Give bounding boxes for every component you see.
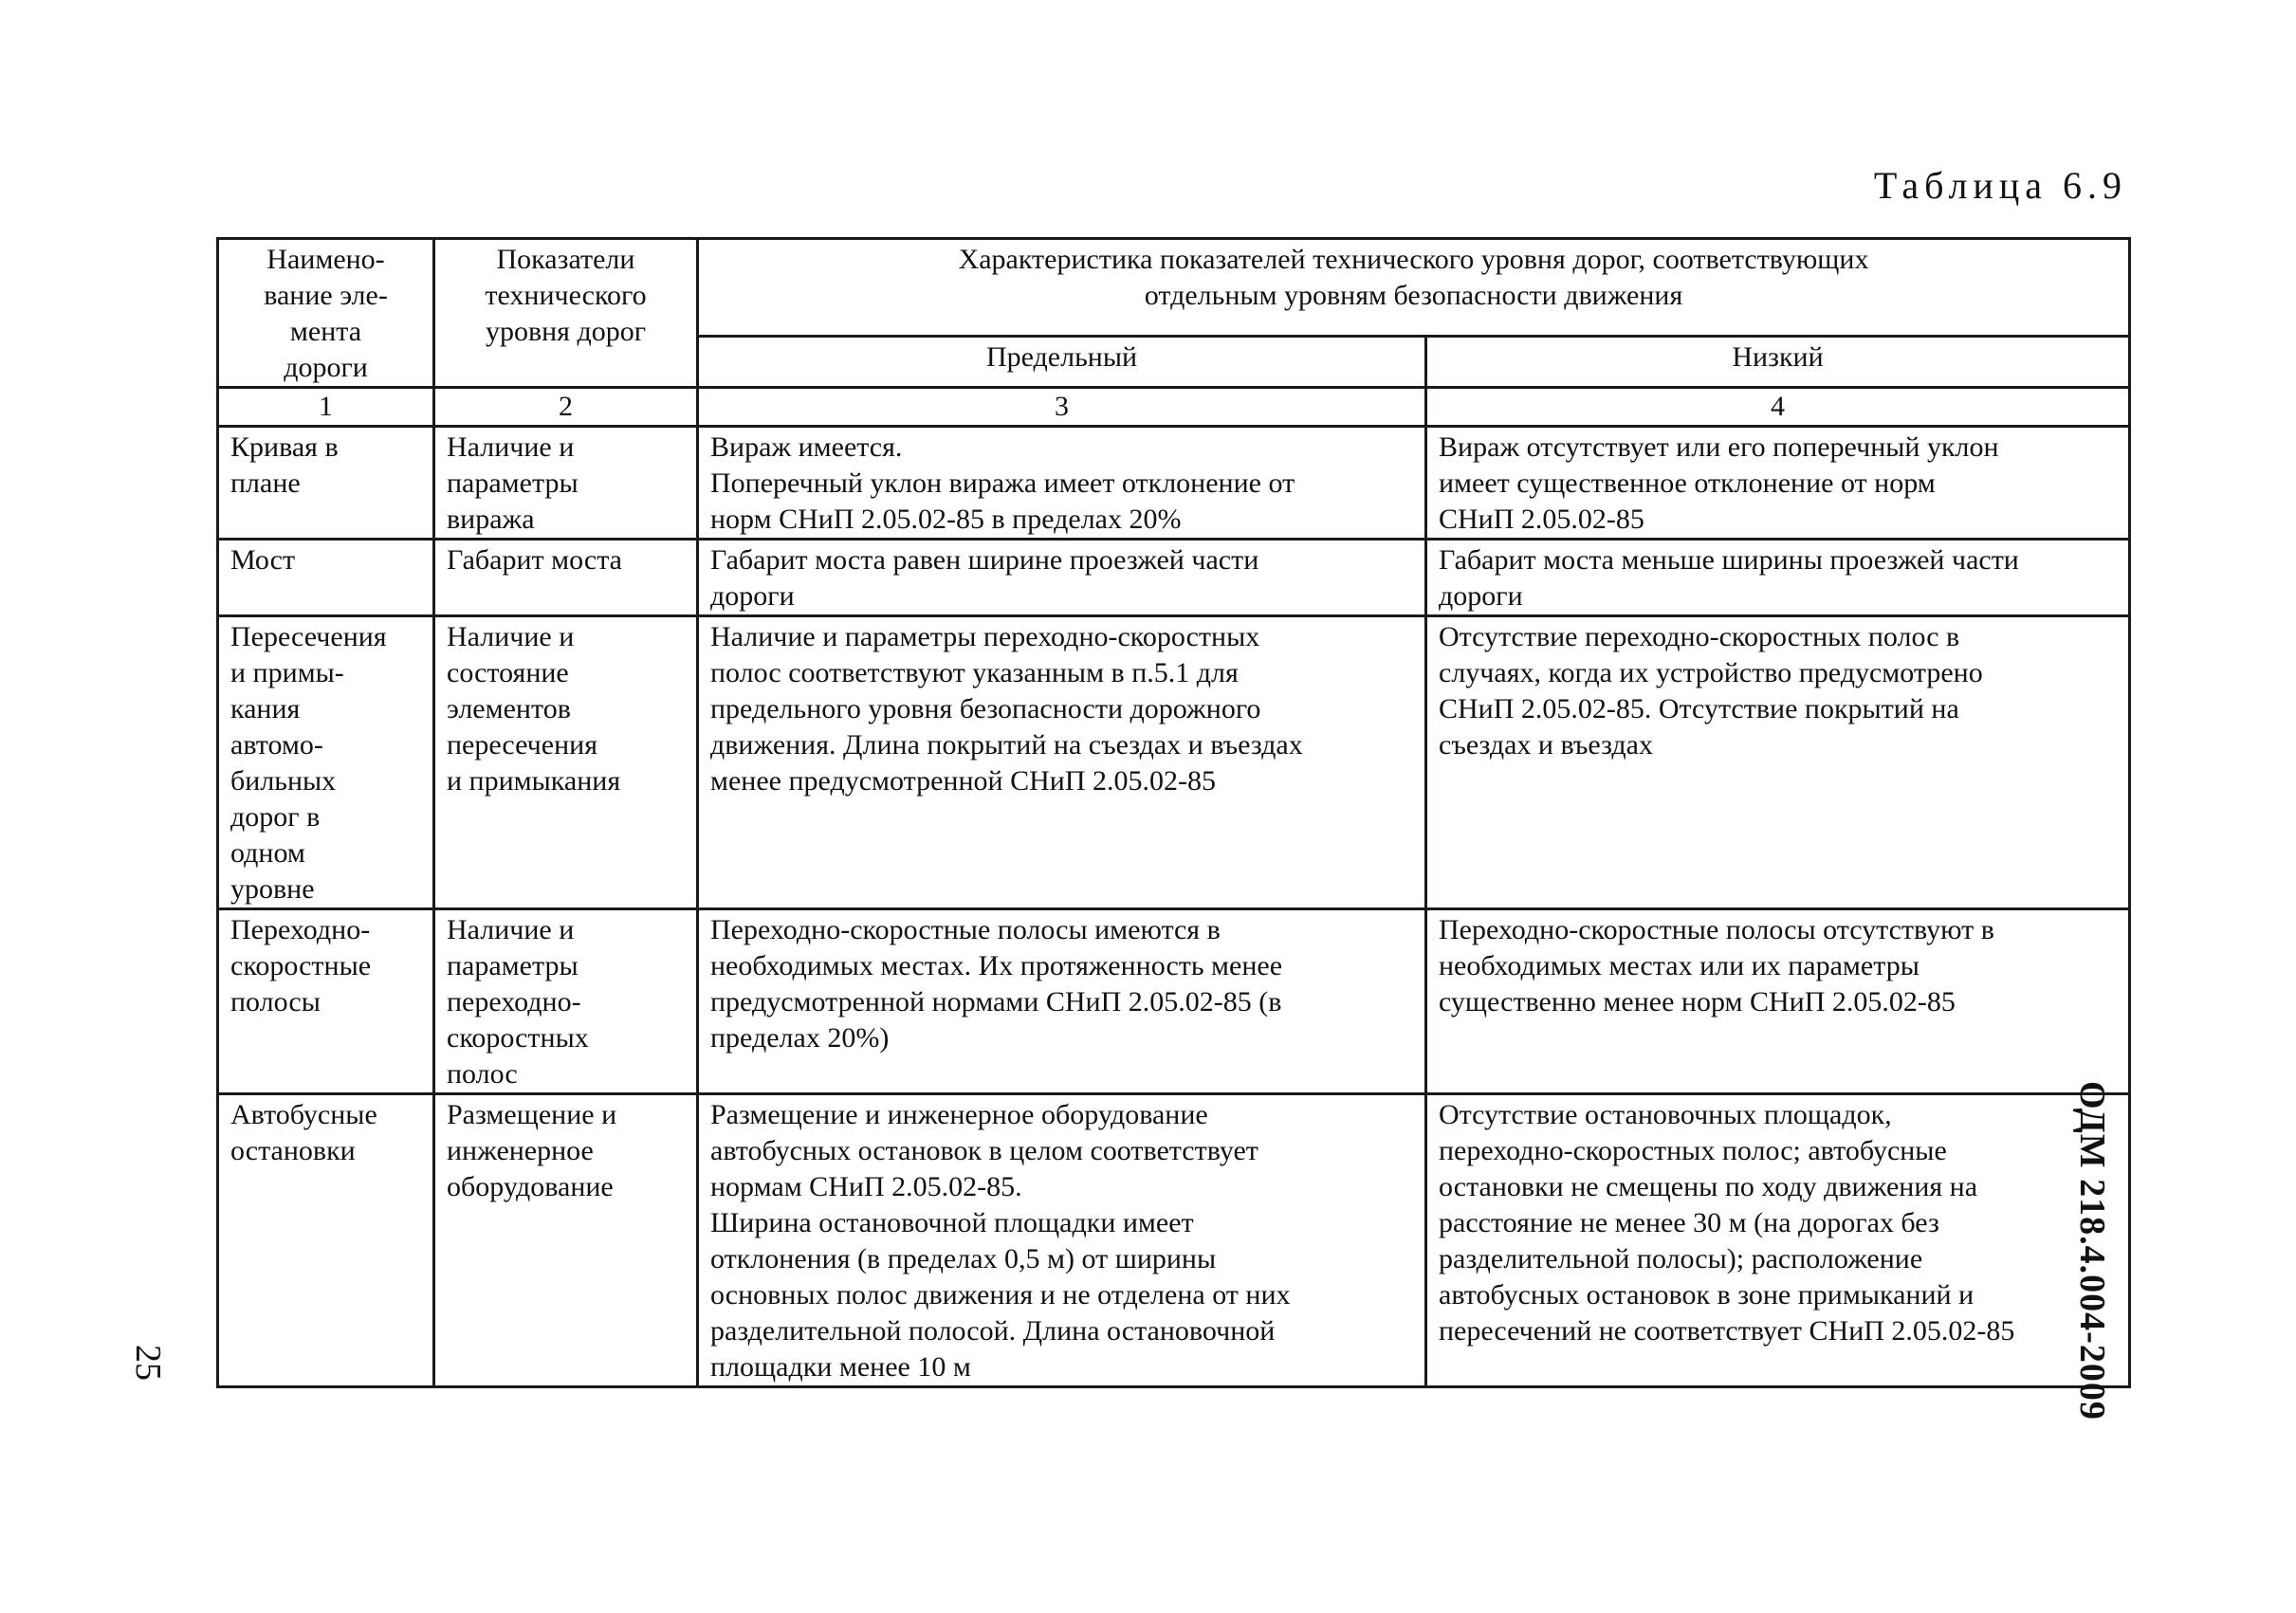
text-line: Переходно-скоростные полосы отсутствуют в <box>1439 914 1994 945</box>
text-line: основных полос движения и не отделена от них <box>710 1279 1291 1311</box>
text-line: пределах 20%) <box>710 1022 890 1054</box>
text-line: Наличие и <box>447 621 575 652</box>
text-line: кания <box>230 693 301 724</box>
column-number: 2 <box>434 388 698 427</box>
text-line: переходно-скоростных полос; автобусные <box>1439 1135 1947 1166</box>
text-line: Мост <box>230 544 296 576</box>
text-line: Показатели <box>496 244 635 275</box>
cell-limit-level <box>698 540 1426 616</box>
table-caption: Таблица 6.9 <box>1873 164 2127 207</box>
cell-low-level <box>1426 540 2130 616</box>
text-line: Габарит моста <box>447 544 622 576</box>
text-line: имеет существенное отклонение от норм <box>1439 467 1936 499</box>
text-line: одном <box>230 837 305 869</box>
text-line: оборудование <box>447 1171 614 1202</box>
text-line: предельного уровня безопасности дорожного <box>710 693 1261 724</box>
table-row <box>218 909 2130 1094</box>
text-line: остановки не смещены по ходу движения на <box>1439 1171 1978 1202</box>
cell-indicator <box>434 1094 698 1387</box>
cell-limit-level <box>698 1094 1426 1387</box>
text-line: Габарит моста меньше ширины проезжей части <box>1439 544 2019 576</box>
text-line: автомо- <box>230 729 323 761</box>
text-line: полосы <box>230 986 321 1017</box>
header-low-level: Низкий <box>1426 336 2130 387</box>
text-line: дороги <box>1439 580 1523 612</box>
table-row <box>218 616 2130 909</box>
text-line: Пересечения <box>230 621 387 652</box>
cell-element <box>218 1094 434 1387</box>
table-row <box>218 427 2130 540</box>
text-line: мента <box>289 316 362 347</box>
text-line: полос соответствуют указанным в п.5.1 для <box>710 657 1239 688</box>
cell-limit-level <box>698 909 1426 1094</box>
text-line: Поперечный уклон виража имеет отклонение от <box>710 467 1295 499</box>
text-line: разделительной полосы); расположение <box>1439 1243 1923 1274</box>
header-limit-level: Предельный <box>698 336 1426 387</box>
text-line: скоростные <box>230 950 372 981</box>
text-line: вание эле- <box>264 280 388 311</box>
column-number-row <box>218 388 2130 427</box>
text-line: Размещение и инженерное оборудование <box>710 1099 1208 1130</box>
text-line: виража <box>447 504 535 535</box>
road-safety-table <box>216 237 2131 1388</box>
text-line: Ширина остановочной площадки имеет <box>710 1207 1194 1238</box>
text-line: нормам СНиП 2.05.02-85. <box>710 1171 1022 1202</box>
page-number: 25 <box>128 1345 168 1381</box>
text-line: площадки менее 10 м <box>710 1351 971 1383</box>
column-number: 3 <box>698 388 1426 427</box>
text-line: менее предусмотренной СНиП 2.05.02-85 <box>710 765 1216 797</box>
text-line: и примы- <box>230 657 344 688</box>
text-line: Отсутствие остановочных площадок, <box>1439 1099 1892 1130</box>
text-line: существенно менее норм СНиП 2.05.02-85 <box>1439 986 1956 1017</box>
text-line: Габарит моста равен ширине проезжей части <box>710 544 1259 576</box>
text-line: плане <box>230 467 301 499</box>
text-line: технического <box>485 280 647 311</box>
cell-low-level <box>1426 616 2130 909</box>
text-line: параметры <box>447 467 579 499</box>
text-line: Размещение и <box>447 1099 617 1130</box>
text-line: Наличие и <box>447 431 575 463</box>
text-line: норм СНиП 2.05.02-85 в пределах 20% <box>710 504 1182 535</box>
text-line: остановки <box>230 1135 356 1166</box>
document-code: ОДМ 218.4.004-2009 <box>2072 1081 2112 1421</box>
text-line: переходно- <box>447 986 581 1017</box>
cell-low-level <box>1426 1094 2130 1387</box>
text-line: Кривая в <box>230 431 339 463</box>
text-line: Отсутствие переходно-скоростных полос в <box>1439 621 1960 652</box>
text-line: бильных <box>230 765 337 797</box>
text-line: предусмотренной нормами СНиП 2.05.02-85 (в <box>710 986 1282 1017</box>
cell-indicator <box>434 427 698 540</box>
text-line: Характеристика показателей технического уровня дорог, соответствующих <box>958 244 1869 275</box>
column-number: 4 <box>1426 388 2130 427</box>
text-line: Переходно-скоростные полосы имеются в <box>710 914 1221 945</box>
text-line: движения. Длина покрытий на съездах и въездах <box>710 729 1303 761</box>
text-line: Наличие и параметры переходно-скоростных <box>710 621 1260 652</box>
text-line: инженерное <box>447 1135 594 1166</box>
text-line: автобусных остановок в зоне примыканий и <box>1439 1279 1975 1311</box>
text-line: Автобусные <box>230 1099 377 1130</box>
cell-low-level <box>1426 909 2130 1094</box>
text-line: дорог в <box>230 801 321 833</box>
text-line: Наличие и <box>447 914 575 945</box>
cell-limit-level <box>698 616 1426 909</box>
text-line: съездах и въездах <box>1439 729 1653 761</box>
table-row <box>218 540 2130 616</box>
text-line: отклонения (в пределах 0,5 м) от ширины <box>710 1243 1217 1274</box>
text-line: уровне <box>230 873 315 905</box>
text-line: параметры <box>447 950 579 981</box>
header-indicators <box>434 239 698 388</box>
cell-indicator <box>434 616 698 909</box>
cell-indicator <box>434 540 698 616</box>
text-line: дороги <box>284 352 368 383</box>
table-row <box>218 1094 2130 1387</box>
text-line: необходимых местах. Их протяженность менее <box>710 950 1283 981</box>
cell-low-level <box>1426 427 2130 540</box>
text-line: Вираж отсутствует или его поперечный уклон <box>1439 431 1999 463</box>
text-line: СНиП 2.05.02-85 <box>1439 504 1644 535</box>
cell-element <box>218 540 434 616</box>
table-body <box>218 427 2130 1387</box>
text-line: отдельным уровням безопасности движения <box>1144 280 1683 311</box>
text-line: СНиП 2.05.02-85. Отсутствие покрытий на <box>1439 693 1959 724</box>
cell-element <box>218 616 434 909</box>
text-line: уровня дорог <box>485 316 647 347</box>
text-line: состояние <box>447 657 569 688</box>
cell-element <box>218 427 434 540</box>
text-line: элементов <box>447 693 571 724</box>
cell-indicator <box>434 909 698 1094</box>
text-line: Вираж имеется. <box>710 431 903 463</box>
text-line: расстояние не менее 30 м (на дорогах без <box>1439 1207 1939 1238</box>
text-line: дороги <box>710 580 795 612</box>
header-row-1 <box>218 239 2130 337</box>
text-line: и примыкания <box>447 765 621 797</box>
cell-limit-level <box>698 427 1426 540</box>
text-line: скоростных <box>447 1022 589 1054</box>
cell-element <box>218 909 434 1094</box>
text-line: автобусных остановок в целом соответствует <box>710 1135 1258 1166</box>
column-number: 1 <box>218 388 434 427</box>
text-line: разделительной полосой. Длина остановочной <box>710 1315 1276 1347</box>
text-line: пересечения <box>447 729 597 761</box>
text-line: полос <box>447 1058 518 1090</box>
text-line: случаях, когда их устройство предусмотрено <box>1439 657 1983 688</box>
header-element-name <box>218 239 434 388</box>
text-line: необходимых местах или их параметры <box>1439 950 1919 981</box>
text-line: Переходно- <box>230 914 371 945</box>
text-line: пересечений не соответствует СНиП 2.05.02-85 <box>1439 1315 2015 1347</box>
text-line: Наимено- <box>266 244 385 275</box>
header-characteristics-group <box>698 239 2130 337</box>
